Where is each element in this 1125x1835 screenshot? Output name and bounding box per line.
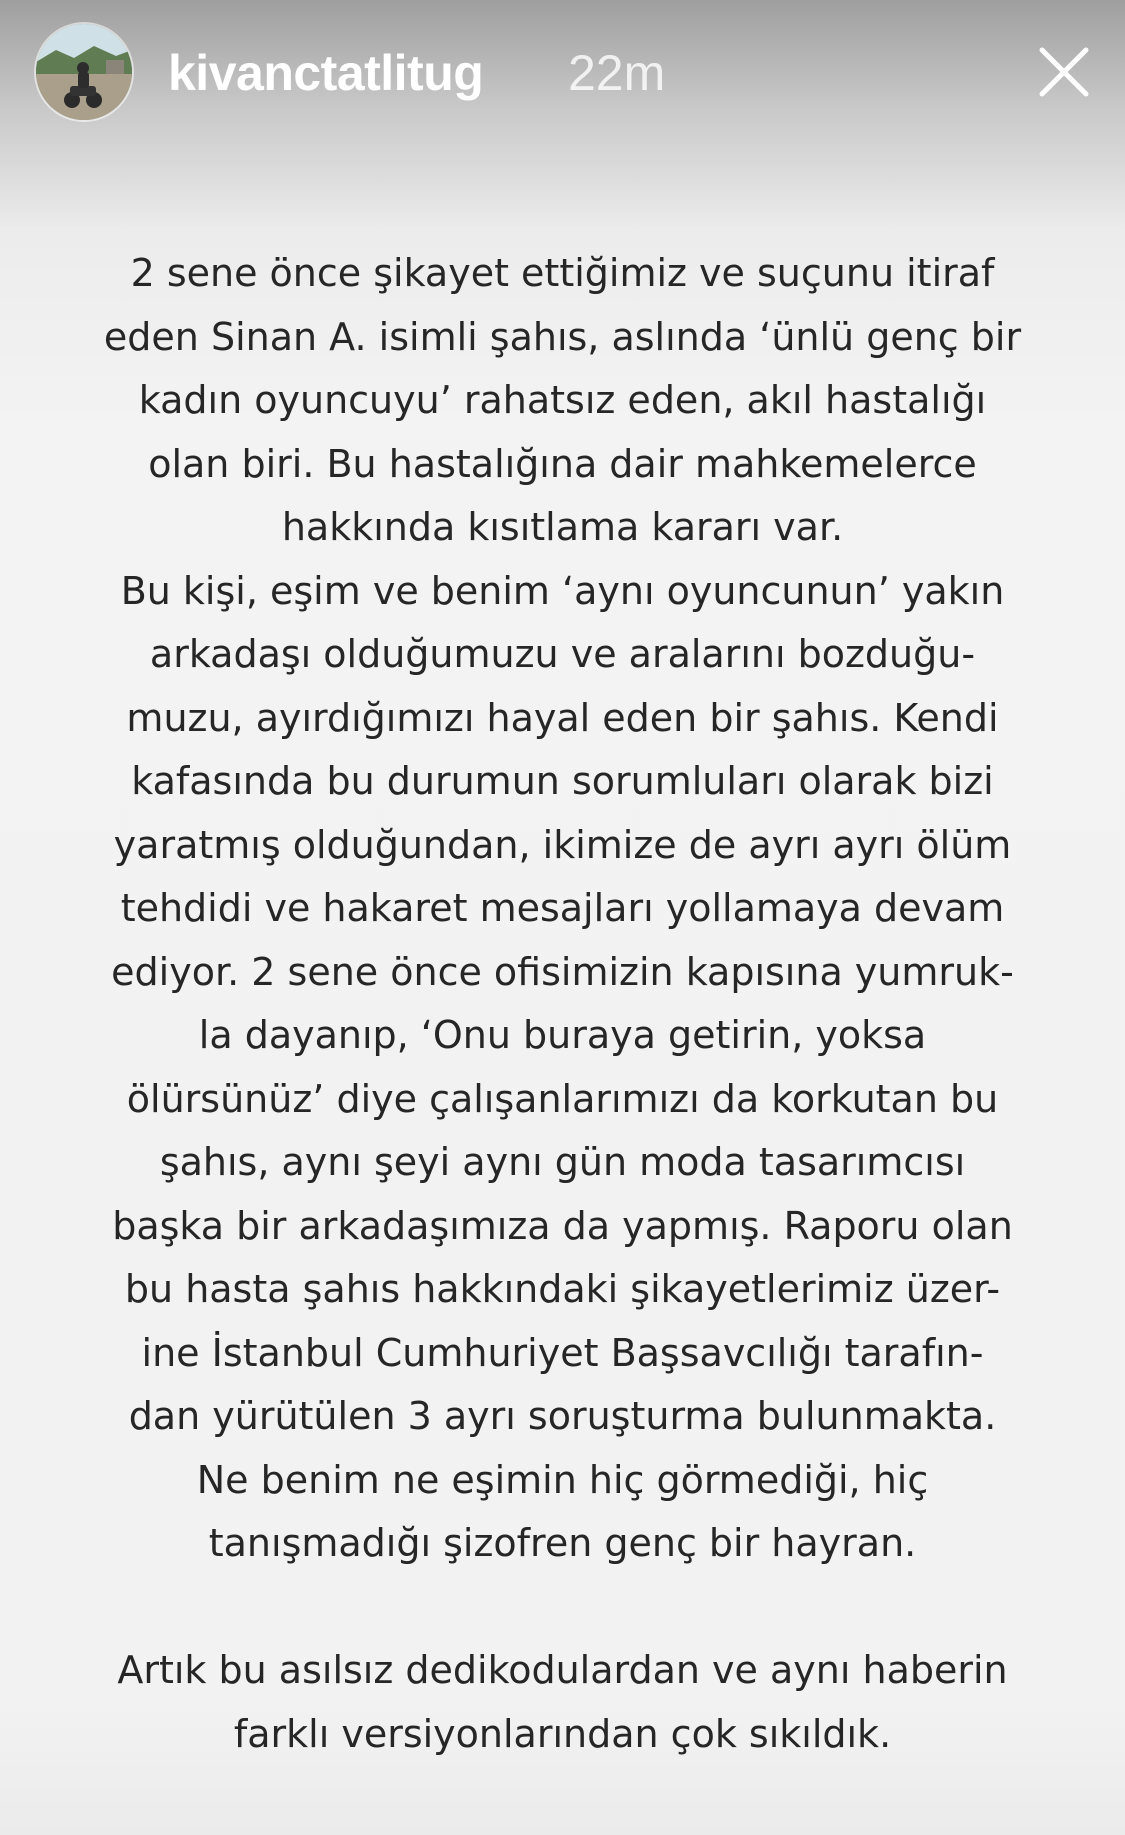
story-text — [60, 242, 1065, 1766]
story-text-line: kadın oyuncuyu’ rahatsız eden, akıl hastalığı — [138, 378, 987, 422]
profile-photo-motorcycle-icon — [36, 24, 132, 120]
story-text-line: olan biri. Bu hastalığına dair mahkemelerce — [148, 441, 977, 486]
story-text-line: hakkında kısıtlama kararı var. — [281, 505, 844, 549]
story-text-line: Artık bu asılsız dedikodulardan ve aynı haberin — [117, 1648, 1008, 1692]
story-text-line: arkadaşı olduğumuzu ve aralarını bozduğu- — [149, 632, 976, 676]
username[interactable]: kivanctatlitug — [168, 45, 484, 101]
story-text-line: tehdidi ve hakaret mesajları yollamaya devam — [120, 886, 1005, 930]
story-text-line: bu hasta şahıs hakkındaki şikayetlerimiz üzer- — [124, 1267, 1001, 1311]
close-icon — [1036, 44, 1092, 100]
profile-avatar[interactable] — [36, 24, 132, 120]
story-header — [0, 0, 1125, 150]
story-text-line: farklı versiyonlarından çok sıkıldık. — [233, 1711, 892, 1756]
story-text-line: Ne benim ne eşimin hiç görmediği, hiç — [196, 1457, 929, 1502]
story-text-line: 2 sene önce şikayet ettiğimiz ve suçunu itiraf — [130, 251, 995, 295]
story-text-line: eden Sinan A. isimli şahıs, aslında ‘ünlü genç bir — [103, 314, 1022, 359]
story-text-line: yaratmış olduğundan, ikimize de ayrı ayrı ölüm — [113, 822, 1012, 867]
story-text-line: ine İstanbul Cumhuriyet Başsavcılığı tarafın- — [141, 1330, 984, 1375]
story-text-line: muzu, ayırdığımızı hayal eden bir şahıs. Kendi — [126, 695, 999, 740]
story-text-line: dan yürütülen 3 ayrı soruşturma bulunmakta. — [128, 1394, 997, 1438]
post-time: 22m — [568, 45, 666, 101]
story-text-line: kafasında bu durumun sorumluları olarak bizi — [131, 759, 994, 803]
close-button[interactable] — [1036, 44, 1092, 100]
story-text-line: Bu kişi, eşim ve benim ‘aynı oyuncunun’ yakın — [120, 568, 1005, 613]
story-text-line: şahıs, aynı şeyi aynı gün moda tasarımcısı — [159, 1140, 966, 1184]
story-text-line: ölürsünüz’ diye çalışanlarımızı da korkutan bu — [126, 1076, 999, 1121]
story-text-line: la dayanıp, ‘Onu buraya getirin, yoksa — [198, 1013, 927, 1057]
story-text-line: ediyor. 2 sene önce ofisimizin kapısına yumruk- — [111, 949, 1014, 994]
paragraph-gap — [60, 1576, 1065, 1640]
story-text-line: tanışmadığı şizofren genç bir hayran. — [208, 1521, 917, 1565]
story-text-line: başka bir arkadaşımıza da yapmış. Raporu olan — [112, 1203, 1013, 1248]
